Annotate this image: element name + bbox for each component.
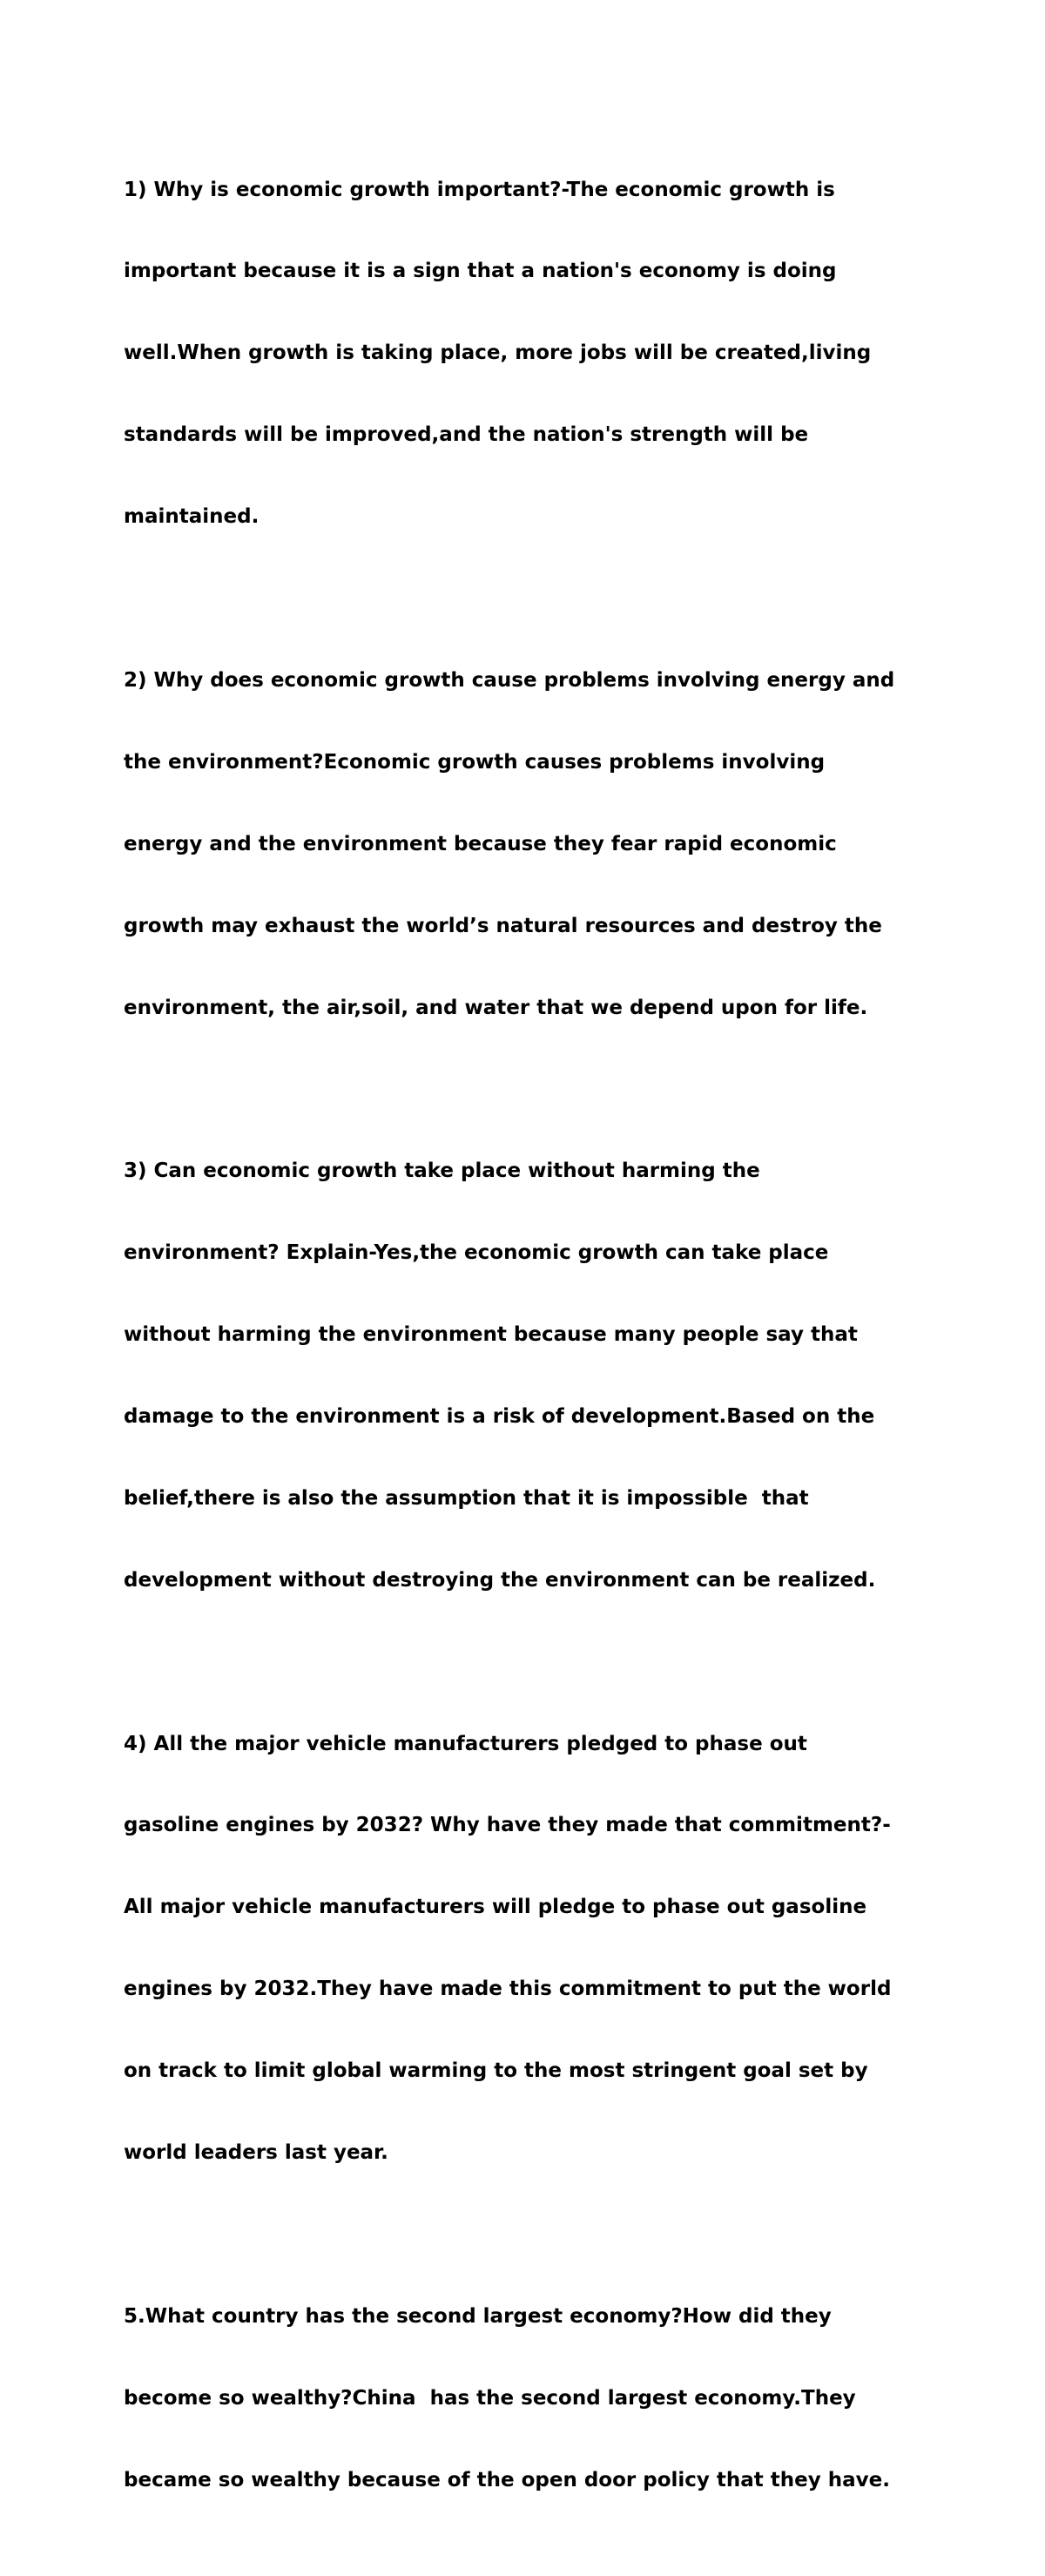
text-line: energy and the environment because they fear rapid economic (124, 832, 837, 855)
text-line: belief,there is also the assumption that it is impossible that (124, 1486, 809, 1510)
text-line: maintained. (124, 505, 260, 529)
text-line: 5.What country has the second largest economy?How did they (124, 2304, 832, 2328)
document-body (124, 122, 934, 2576)
paragraph-question-4 (124, 1676, 934, 2221)
text-line: engines by 2032.They have made this commitment to put the world (124, 1978, 892, 2001)
text-line: without harming the environment because many people say that (124, 1323, 858, 1347)
text-line: development without destroying the environment can be realized. (124, 1568, 876, 1592)
paragraph-question-2 (124, 612, 934, 1076)
text-line: gasoline engines by 2032? Why have they made that commitment?- (124, 1814, 891, 1837)
text-line: well.When growth is taking place, more jobs will be created,living (124, 341, 872, 365)
text-line: the environment?Economic growth causes problems involving (124, 750, 826, 774)
text-line: on track to limit global warming to the most stringent goal set by (124, 2059, 868, 2083)
text-line: 3) Can economic growth take place without harming the (124, 1160, 760, 1183)
text-line: environment, the air,soil, and water that we depend upon for life. (124, 996, 868, 1019)
text-line: environment? Explain-Yes,the economic growth can take place (124, 1241, 829, 1265)
text-line: standards will be improved,and the nation's strength will be (124, 423, 809, 447)
text-line: important because it is a sign that a nation's economy is doing (124, 260, 837, 283)
paragraph-question-1 (124, 122, 934, 585)
text-line: growth may exhaust the world’s natural resources and destroy the (124, 914, 882, 937)
paragraph-question-3 (124, 1104, 934, 1649)
text-line: world leaders last year. (124, 2140, 388, 2164)
text-line: become so wealthy?China has the second largest economy.They (124, 2386, 856, 2410)
text-line: became so wealthy because of the open door policy that they have. (124, 2468, 890, 2491)
text-line: 1) Why is economic growth important?-The economic growth is (124, 178, 835, 201)
paragraph-question-5 (124, 2248, 934, 2548)
text-line: 4) All the major vehicle manufacturers pledged to phase out (124, 1732, 807, 1755)
text-line: 2) Why does economic growth cause problems involving energy and (124, 668, 895, 692)
text-line: All major vehicle manufacturers will pledge to phase out gasoline (124, 1896, 867, 1919)
text-line: damage to the environment is a risk of development.Based on the (124, 1404, 875, 1428)
